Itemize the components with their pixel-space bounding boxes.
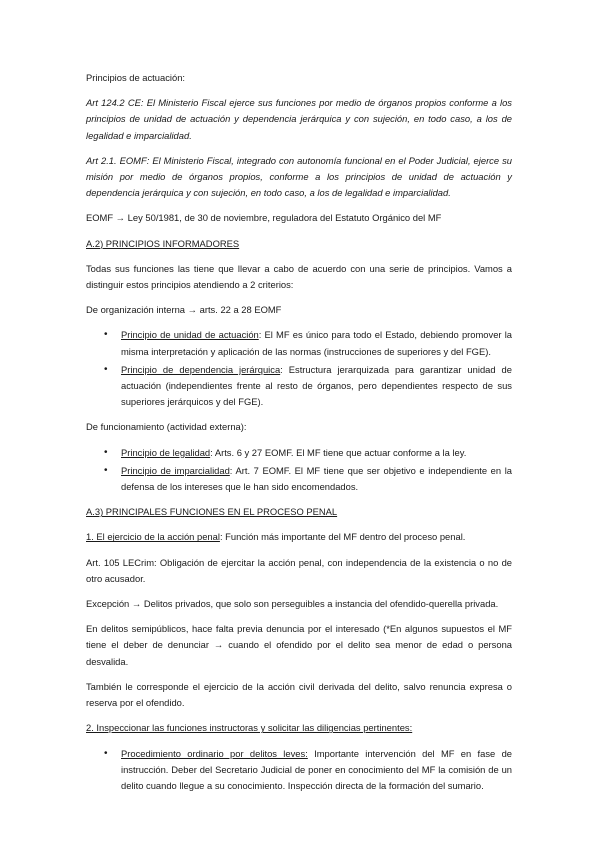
bullet-icon: • xyxy=(104,464,108,476)
accion-penal-text: : Función más importante del MF dentro del proceso penal. xyxy=(219,531,466,543)
inspeccionar-title: 2. Inspeccionar las funciones instructoras y solicitar las diligencias pertinentes: xyxy=(86,722,413,734)
principle-title: Principio de dependencia jerárquica xyxy=(121,363,281,375)
principle-text: : Art. 7 EOMF. El MF tiene que ser objetivo e independiente en la defensa de los intereses que le han sido encomendados. xyxy=(121,464,512,493)
org-principles-list xyxy=(86,327,512,410)
eomf-line: EOMF → Ley 50/1981, de 30 de noviembre, reguladora del Estatuto Orgánico del MF xyxy=(86,212,442,224)
bullet-icon: • xyxy=(104,329,108,341)
excepcion-paragraph: Excepción → Delitos privados, que solo son perseguibles a instancia del ofendido-querella privada. xyxy=(86,598,499,610)
list-item xyxy=(86,445,512,461)
procedure-title: Procedimiento ordinario por delitos leves: xyxy=(121,747,308,759)
funcionamiento-line: De funcionamiento (actividad externa): xyxy=(86,421,247,433)
art21-quote: Art 2.1. EOMF: El Ministerio Fiscal, integrado con autonomía funcional en el Poder Judicial, ejerce su misión por medio de órganos propios, conforme a los principios de unidad de actuación y dependencia jerárquica y con sujeción, en todo caso, a los de legalidad e imparcialidad. xyxy=(86,154,512,199)
accion-civil-paragraph: También le corresponde el ejercicio de la acción civil derivada del delito, salvo renuncia expresa o reserva por el ofendido. xyxy=(86,680,512,709)
art124-quote: Art 124.2 CE: El Ministerio Fiscal ejerce sus funciones por medio de órganos propios conforme a los principios de unidad de actuación y dependencia jerárquica y con sujeción, en todo caso, a los de legalidad e imparcialidad. xyxy=(86,97,512,141)
principle-title: Principio de unidad de actuación xyxy=(121,329,259,341)
principle-text: : El MF es único para todo el Estado, debiendo promover la misma interpretación y aplicación de las normas (instrucciones de superiores y del FGE). xyxy=(121,329,513,357)
accion-penal-line xyxy=(86,529,512,545)
heading-principios: Principios de actuación: xyxy=(86,72,186,83)
art105-paragraph: Art. 105 LECrim: Obligación de ejercitar la acción penal, con independencia de la existencia o no de otro acusador. xyxy=(86,556,512,584)
list-item xyxy=(86,362,512,411)
principle-text: : Arts. 6 y 27 EOMF. El MF tiene que actuar conforme a la ley. xyxy=(210,446,467,458)
procedure-list xyxy=(86,746,512,795)
procedure-text: Importante intervención del MF en fase de instrucción. Deber del Secretario Judicial de poner en conocimiento del MF la comisión de un delito cuando llegue a su conocimiento. Inspección directa de la formación del sumario. xyxy=(121,747,512,791)
bullet-icon: • xyxy=(104,747,108,759)
intro-a2: Todas sus funciones las tiene que llevar a cabo de acuerdo con una serie de principios. Vamos a distinguir estos principios atendiendo a 2 criterios: xyxy=(86,262,512,291)
list-item xyxy=(86,327,512,359)
list-item xyxy=(86,746,512,795)
bullet-icon: • xyxy=(104,446,108,458)
func-principles-list xyxy=(86,445,512,496)
principle-text: : Estructura jerarquizada para garantizar unidad de actuación (independientes frente al resto de órganos, pero dependientes respecto de sus superiores jerárquicos y del FGE). xyxy=(121,363,512,408)
principle-title: Principio de imparcialidad xyxy=(121,464,230,476)
list-item xyxy=(86,463,512,495)
principle-title: Principio de legalidad xyxy=(121,446,211,458)
bullet-icon: • xyxy=(104,363,108,375)
accion-penal-title: 1. El ejercicio de la acción penal xyxy=(86,531,220,543)
section-a3-title: A.3) PRINCIPALES FUNCIONES EN EL PROCESO PENAL xyxy=(86,506,338,518)
org-interna-line: De organización interna → arts. 22 a 28 EOMF xyxy=(86,304,282,316)
section-a2-title: A.2) PRINCIPIOS INFORMADORES xyxy=(86,237,240,249)
semipublicos-paragraph: En delitos semipúblicos, hace falta previa denuncia por el interesado (*En algunos supuestos el MF tiene el deber de denunciar → cuando el ofendido por el delito sea menor de edad o persona desvalida. xyxy=(86,623,512,667)
